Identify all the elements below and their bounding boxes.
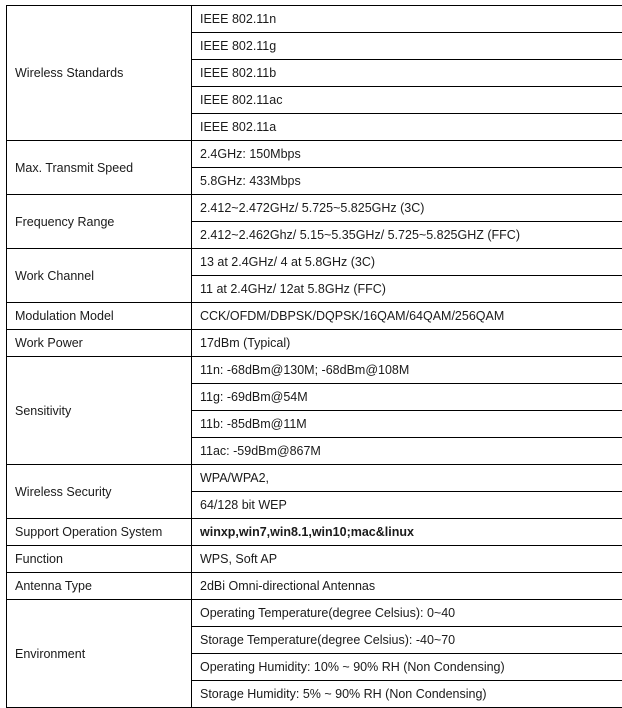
spec-label-cell: Max. Transmit Speed bbox=[7, 141, 192, 195]
spec-value-cell: 2dBi Omni-directional Antennas bbox=[192, 573, 622, 600]
table-row bbox=[7, 546, 622, 573]
spec-value-cell: 11n: -68dBm@130M; -68dBm@108M bbox=[192, 357, 622, 384]
spec-label-cell: Modulation Model bbox=[7, 303, 192, 330]
spec-value-cell: 13 at 2.4GHz/ 4 at 5.8GHz (3C) bbox=[192, 249, 622, 276]
spec-value-cell: 5.8GHz: 433Mbps bbox=[192, 168, 622, 195]
wireless-specification-table bbox=[6, 5, 622, 708]
spec-value-cell: Operating Temperature(degree Celsius): 0~40 bbox=[192, 600, 622, 627]
spec-label-cell: Function bbox=[7, 546, 192, 573]
spec-label-cell: Sensitivity bbox=[7, 357, 192, 465]
table-row bbox=[7, 141, 622, 168]
spec-value-cell: 11g: -69dBm@54M bbox=[192, 384, 622, 411]
spec-value-cell: Operating Humidity: 10% ~ 90% RH (Non Condensing) bbox=[192, 654, 622, 681]
spec-value-cell: 11ac: -59dBm@867M bbox=[192, 438, 622, 465]
spec-label-cell: Frequency Range bbox=[7, 195, 192, 249]
table-body bbox=[7, 6, 622, 708]
table-row bbox=[7, 519, 622, 546]
spec-value-cell: 11b: -85dBm@11M bbox=[192, 411, 622, 438]
spec-label-cell: Antenna Type bbox=[7, 573, 192, 600]
spec-label-cell: Support Operation System bbox=[7, 519, 192, 546]
spec-value-cell: 2.4GHz: 150Mbps bbox=[192, 141, 622, 168]
table-row bbox=[7, 465, 622, 492]
spec-value-cell: 11 at 2.4GHz/ 12at 5.8GHz (FFC) bbox=[192, 276, 622, 303]
spec-value-cell: CCK/OFDM/DBPSK/DQPSK/16QAM/64QAM/256QAM bbox=[192, 303, 622, 330]
spec-value-cell: Storage Humidity: 5% ~ 90% RH (Non Condensing) bbox=[192, 681, 622, 708]
table-row bbox=[7, 195, 622, 222]
table-row bbox=[7, 249, 622, 276]
spec-value-cell: 64/128 bit WEP bbox=[192, 492, 622, 519]
table-row bbox=[7, 357, 622, 384]
table-row bbox=[7, 303, 622, 330]
spec-label-cell: Wireless Standards bbox=[7, 6, 192, 141]
spec-value-cell: IEEE 802.11g bbox=[192, 33, 622, 60]
spec-label-cell: Work Power bbox=[7, 330, 192, 357]
spec-value-cell: IEEE 802.11n bbox=[192, 6, 622, 33]
specification-sheet bbox=[6, 5, 618, 708]
spec-value-cell: IEEE 802.11b bbox=[192, 60, 622, 87]
spec-value-cell: 17dBm (Typical) bbox=[192, 330, 622, 357]
spec-value-cell: IEEE 802.11ac bbox=[192, 87, 622, 114]
table-row bbox=[7, 600, 622, 627]
table-row bbox=[7, 6, 622, 33]
spec-label-cell: Wireless Security bbox=[7, 465, 192, 519]
spec-value-cell: 2.412~2.462Ghz/ 5.15~5.35GHz/ 5.725~5.825GHZ (FFC) bbox=[192, 222, 622, 249]
spec-value-cell: WPA/WPA2, bbox=[192, 465, 622, 492]
spec-value-cell: WPS, Soft AP bbox=[192, 546, 622, 573]
spec-value-cell: 2.412~2.472GHz/ 5.725~5.825GHz (3C) bbox=[192, 195, 622, 222]
spec-value-cell: IEEE 802.11a bbox=[192, 114, 622, 141]
spec-value-cell: Storage Temperature(degree Celsius): -40~70 bbox=[192, 627, 622, 654]
spec-label-cell: Environment bbox=[7, 600, 192, 708]
table-row bbox=[7, 573, 622, 600]
table-row bbox=[7, 330, 622, 357]
spec-label-cell: Work Channel bbox=[7, 249, 192, 303]
spec-value-cell: winxp,win7,win8.1,win10;mac&linux bbox=[192, 519, 622, 546]
